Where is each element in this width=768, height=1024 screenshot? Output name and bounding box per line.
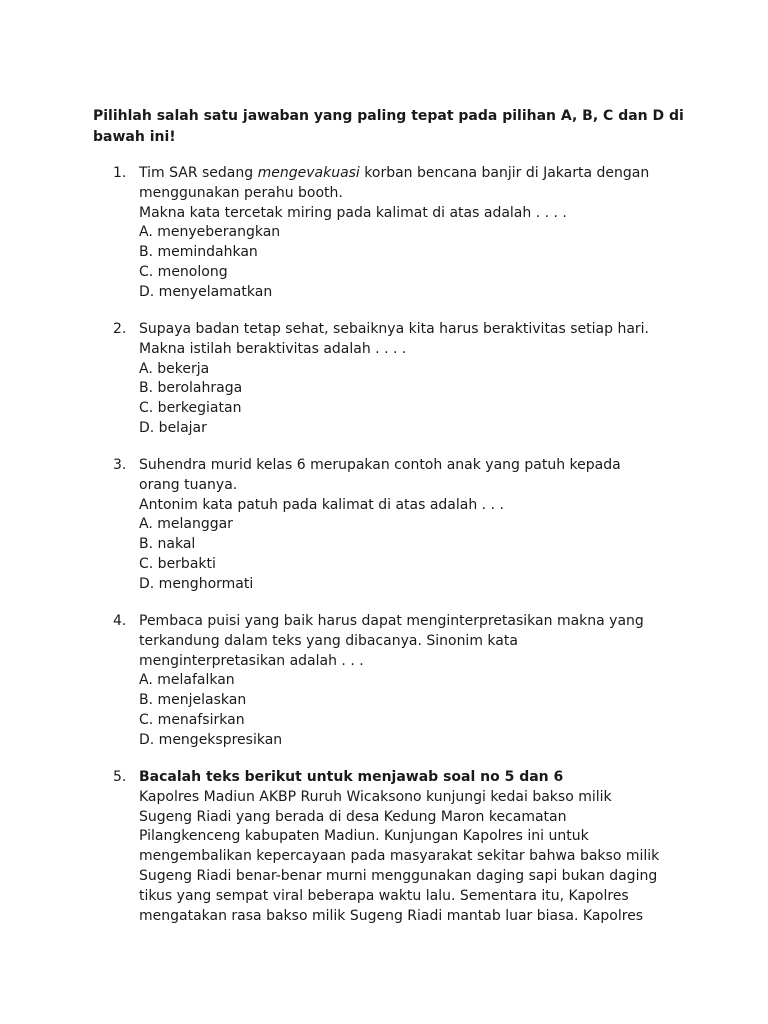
passage-line: Sugeng Riadi yang berada di desa Kedung Maron kecamatan (139, 808, 567, 825)
option-c: C. berkegiatan (139, 400, 242, 417)
question-prompt: Makna istilah beraktivitas adalah . . . . (139, 340, 407, 357)
passage-line: mengembalikan kepercayaan pada masyarakat sekitar bahwa bakso milik (139, 848, 660, 865)
question-3 (113, 456, 703, 595)
option-c: C. menafsirkan (139, 711, 245, 728)
question-stem-line-3: menginterpretasikan adalah . . . (139, 652, 364, 669)
question-4 (113, 612, 703, 751)
reading-passage (139, 788, 679, 927)
option-c: C. menolong (139, 263, 228, 280)
passage-line: tikus yang sempat viral beberapa waktu lalu. Sementara itu, Kapolres (139, 887, 629, 904)
option-a: A. bekerja (139, 360, 210, 377)
question-2 (113, 320, 703, 439)
instruction-line-1: Pilihlah salah satu jawaban yang paling tepat pada pilihan A, B, C dan D di (93, 108, 684, 124)
passage-line: Sugeng Riadi benar-benar murni menggunakan daging sapi bukan daging (139, 867, 658, 884)
option-d: D. menyelamatkan (139, 283, 273, 300)
option-d: D. mengekspresikan (139, 731, 283, 748)
question-number: 4. (113, 613, 127, 629)
option-b: B. nakal (139, 536, 196, 553)
instruction-line-2: bawah ini! (93, 129, 176, 145)
question-number: 3. (113, 457, 127, 473)
option-a: A. menyeberangkan (139, 224, 281, 241)
question-prompt: Antonim kata patuh pada kalimat di atas adalah . . . (139, 496, 504, 513)
question-stem: Supaya badan tetap sehat, sebaiknya kita harus beraktivitas setiap hari. (139, 321, 650, 337)
italic-word: mengevakuasi (257, 165, 360, 181)
question-number: 5. (113, 769, 127, 785)
question-prompt: Makna kata tercetak miring pada kalimat di atas adalah . . . . (139, 204, 567, 221)
stem-text: Tim SAR sedang (139, 165, 258, 181)
question-1 (113, 164, 703, 303)
question-stem-line-2: menggunakan perahu booth. (139, 184, 343, 201)
question-5 (113, 768, 703, 926)
option-c: C. berbakti (139, 555, 216, 572)
question-number: 2. (113, 321, 127, 337)
question-stem-line-2: terkandung dalam teks yang dibacanya. Sinonim kata (139, 632, 518, 649)
passage-line: Kapolres Madiun AKBP Ruruh Wicaksono kunjungi kedai bakso milik (139, 788, 612, 805)
option-d: D. menghormati (139, 575, 254, 592)
option-b: B. memindahkan (139, 244, 258, 261)
option-a: A. melanggar (139, 516, 233, 533)
question-stem-line-2: orang tuanya. (139, 476, 238, 493)
question-number: 1. (113, 165, 127, 181)
option-a: A. melafalkan (139, 672, 235, 689)
option-b: B. berolahraga (139, 380, 243, 397)
option-b: B. menjelaskan (139, 692, 247, 709)
question-stem: Pembaca puisi yang baik harus dapat menginterpretasikan makna yang (139, 613, 644, 629)
passage-line: mengatakan rasa bakso milik Sugeng Riadi mantab luar biasa. Kapolres (139, 907, 644, 924)
option-d: D. belajar (139, 419, 207, 436)
passage-line: Pilangkenceng kabupaten Madiun. Kunjungan Kapolres ini untuk (139, 828, 589, 845)
passage-heading: Bacalah teks berikut untuk menjawab soal no 5 dan 6 (139, 769, 564, 785)
question-stem: Suhendra murid kelas 6 merupakan contoh anak yang patuh kepada (139, 457, 621, 473)
instruction-heading (93, 106, 693, 148)
stem-text: korban bencana banjir di Jakarta dengan (359, 165, 650, 181)
question-stem (139, 164, 703, 184)
